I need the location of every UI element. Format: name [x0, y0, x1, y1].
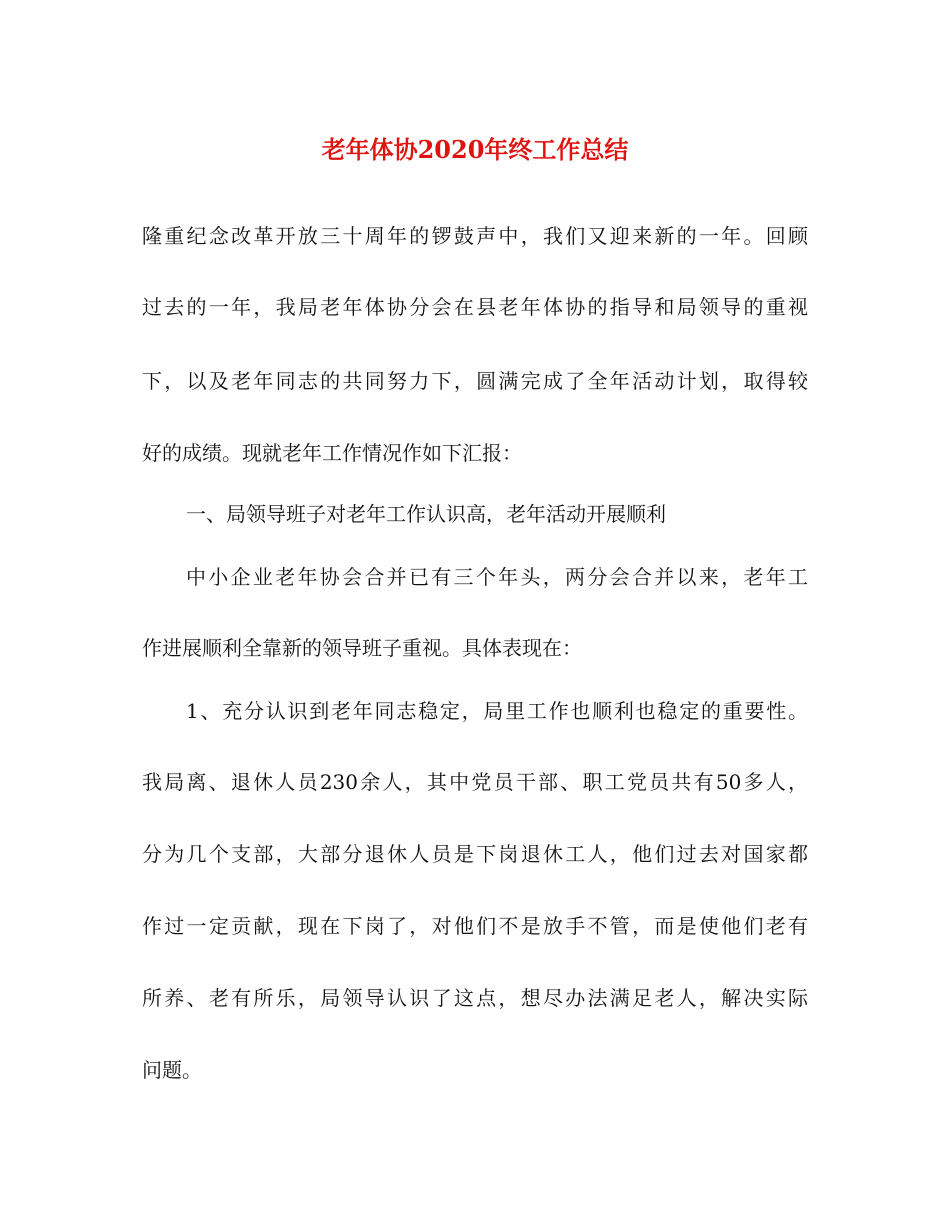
point-1-line-2: 我局离、退休人员230余人，其中党员干部、职工党员共有50多人， [142, 770, 808, 794]
intro-line-2: 过去的一年，我局老年体协分会在县老年体协的指导和局领导的重视 [142, 295, 808, 319]
point-1-line-5: 所养、老有所乐，局领导认识了这点，想尽办法满足老人，解决实际 [142, 986, 808, 1010]
point-1-line-6: 问题。 [142, 1058, 202, 1082]
document-title: 老年体协2020年终工作总结 [321, 135, 629, 164]
intro-line-4: 好的成绩。现就老年工作情况作如下汇报： [142, 441, 522, 465]
section-1-line-2: 作进展顺利全靠新的领导班子重视。具体表现在： [142, 636, 582, 660]
point-1-line-3: 分为几个支部，大部分退休人员是下岗退休工人，他们过去对国家都 [142, 842, 808, 866]
section-heading-1: 一、局领导班子对老年工作认识高，老年活动开展顺利 [186, 502, 666, 526]
section-1-line-1: 中小企业老年协会合并已有三个年头，两分会合并以来，老年工 [186, 565, 808, 589]
point-1-line-4: 作过一定贡献，现在下岗了，对他们不是放手不管，而是使他们老有 [142, 914, 808, 938]
intro-line-1: 隆重纪念改革开放三十周年的锣鼓声中，我们又迎来新的一年。回顾 [142, 224, 808, 248]
point-1-line-1: 1、充分认识到老年同志稳定，局里工作也顺利也稳定的重要性。 [186, 699, 808, 723]
intro-line-3: 下，以及老年同志的共同努力下，圆满完成了全年活动计划，取得较 [142, 369, 808, 393]
